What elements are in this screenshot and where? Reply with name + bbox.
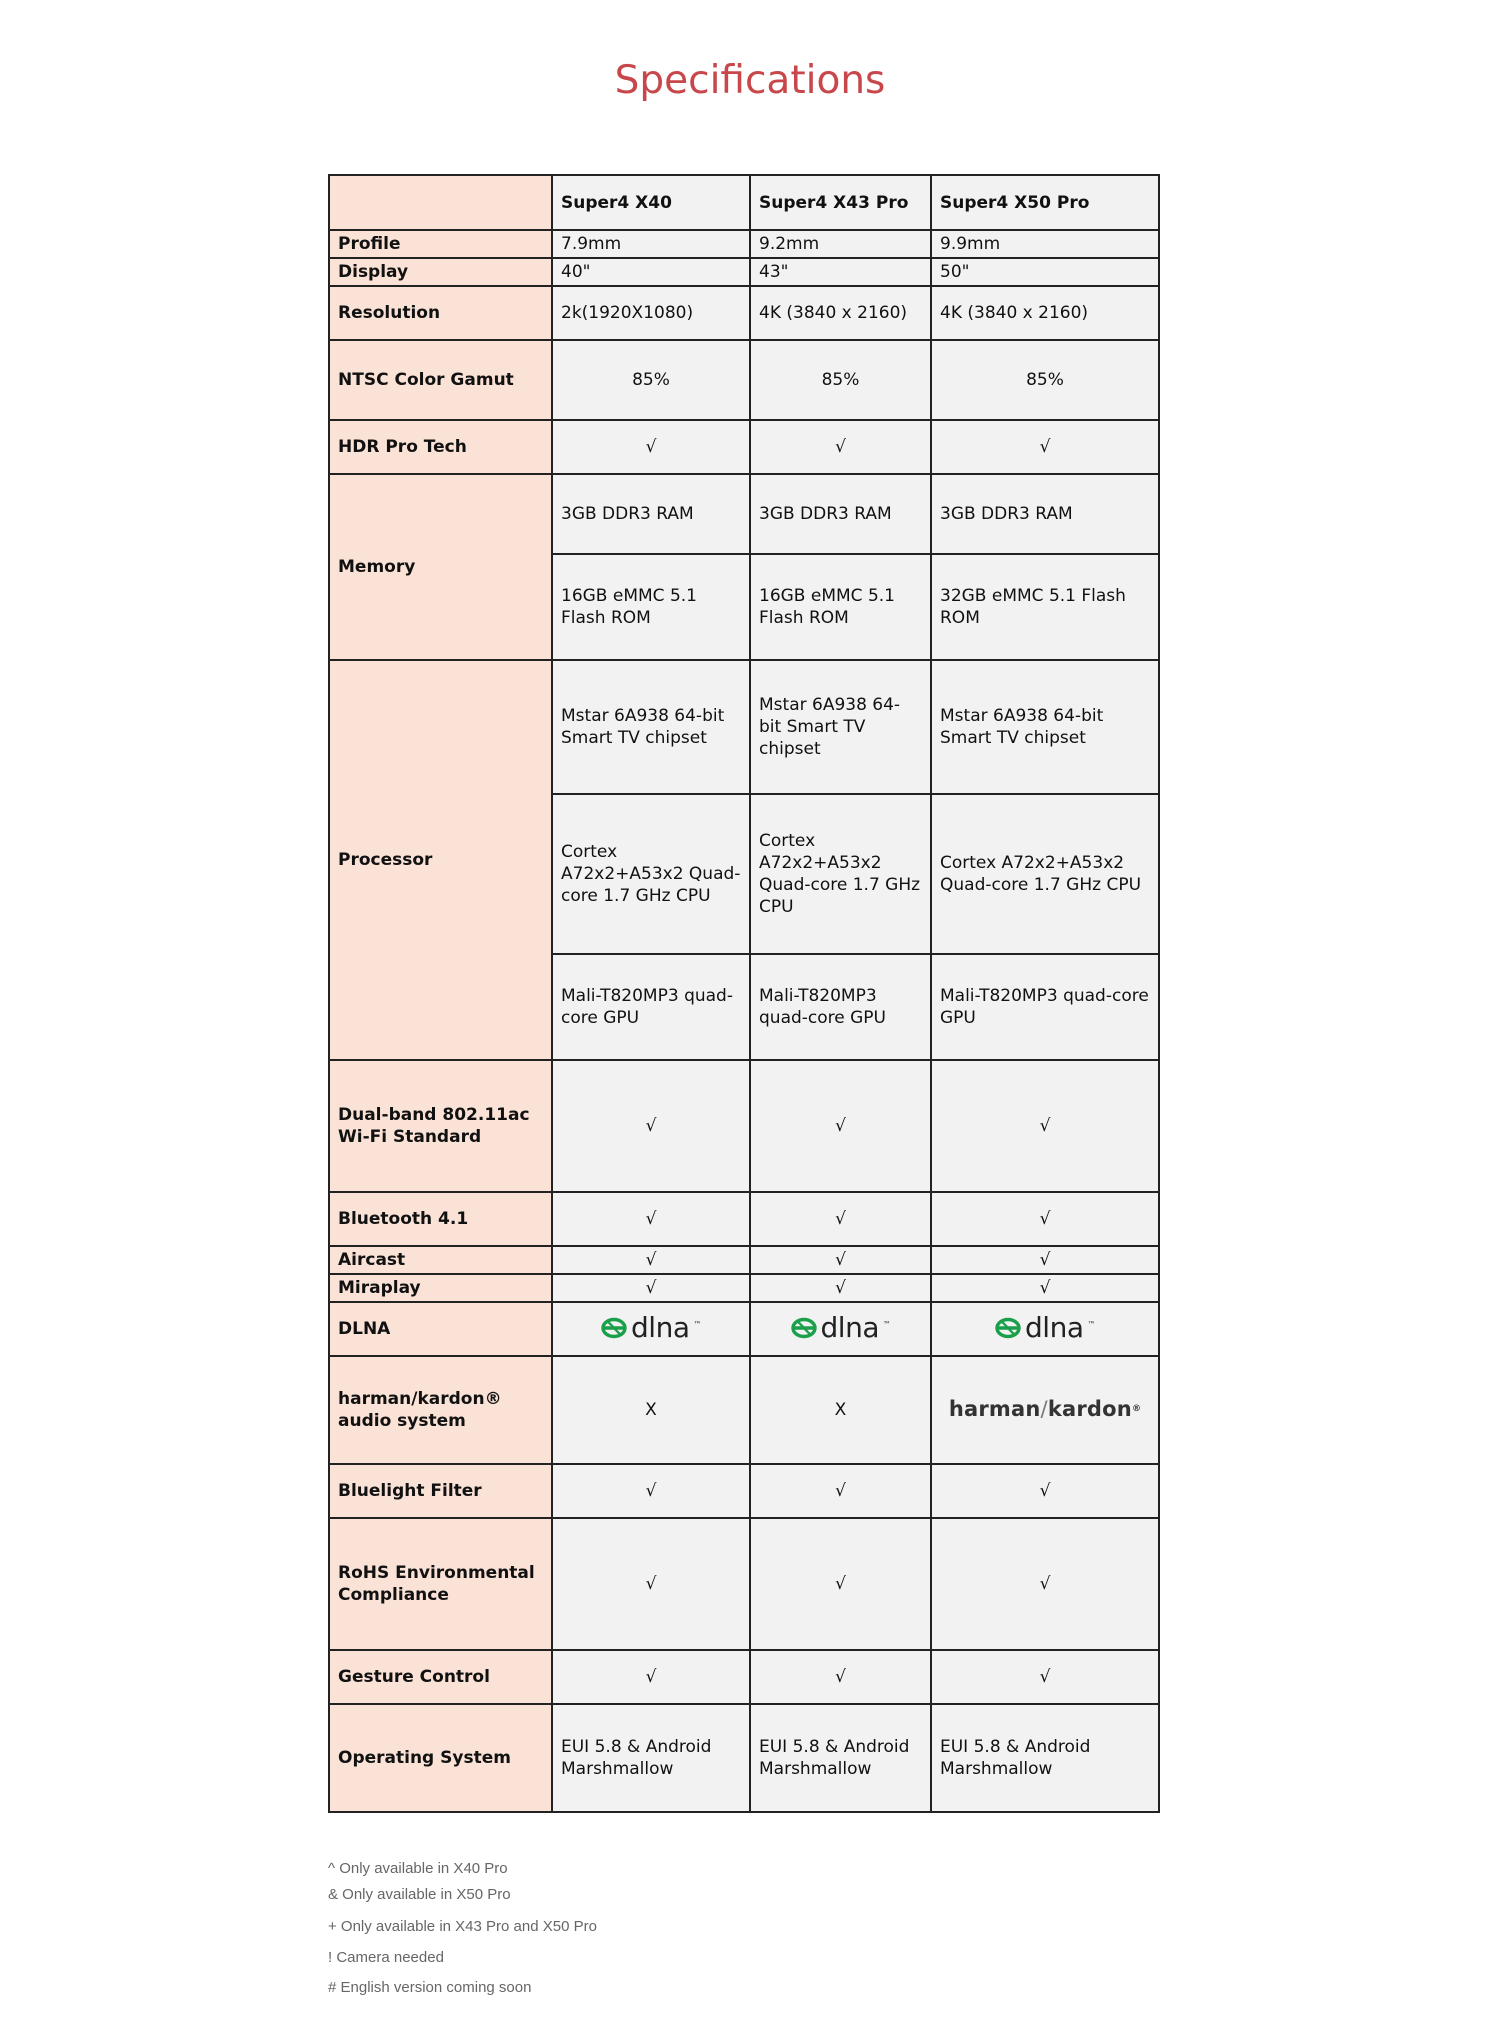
spec-row-hdr <box>329 420 1159 474</box>
dlna-icon <box>791 1317 817 1339</box>
spec-value: X <box>750 1356 931 1464</box>
check-mark: √ <box>552 1274 750 1302</box>
spec-value: 9.9mm <box>931 230 1159 258</box>
check-mark: √ <box>750 1192 931 1246</box>
check-mark: √ <box>552 1464 750 1518</box>
spec-value: 3GB DDR3 RAM <box>750 474 931 554</box>
footnote: + Only available in X43 Pro and X50 Pro <box>328 1918 597 1935</box>
spec-value: Mali-T820MP3 quad-core GPU <box>750 954 931 1060</box>
column-header: Super4 X43 Pro <box>750 175 931 230</box>
harman-kardon-logo: harman/kardon® <box>948 1397 1142 1421</box>
header-empty-cell <box>329 175 552 230</box>
check-mark: √ <box>931 1464 1159 1518</box>
spec-value: Mali-T820MP3 quad-core GPU <box>552 954 750 1060</box>
spec-value: 16GB eMMC 5.1 Flash ROM <box>750 554 931 660</box>
check-mark: √ <box>750 1246 931 1274</box>
check-mark: √ <box>552 420 750 474</box>
spec-row-dlna <box>329 1302 1159 1356</box>
dlna-logo: dlna ™ <box>601 1314 701 1342</box>
footnote: ! Camera needed <box>328 1949 444 1966</box>
row-label: Processor <box>329 660 552 1060</box>
column-header: Super4 X40 <box>552 175 750 230</box>
dlna-logo: dlna ™ <box>995 1314 1095 1342</box>
spec-value: 3GB DDR3 RAM <box>931 474 1159 554</box>
spec-value: EUI 5.8 & Android Marshmallow <box>750 1704 931 1812</box>
spec-value: 40" <box>552 258 750 286</box>
row-label: RoHS Environmental Compliance <box>329 1518 552 1650</box>
check-mark: √ <box>552 1060 750 1192</box>
check-mark: √ <box>750 1274 931 1302</box>
spec-row-display <box>329 258 1159 286</box>
spec-value: 85% <box>931 340 1159 420</box>
check-mark: √ <box>750 420 931 474</box>
spec-value: Mstar 6A938 64-bit Smart TV chipset <box>552 660 750 794</box>
spec-row-resolution <box>329 286 1159 340</box>
row-label: Bluelight Filter <box>329 1464 552 1518</box>
row-label: Memory <box>329 474 552 660</box>
spec-value: 3GB DDR3 RAM <box>552 474 750 554</box>
check-mark: √ <box>552 1192 750 1246</box>
spec-value: Mali-T820MP3 quad-core GPU <box>931 954 1159 1060</box>
check-mark: √ <box>931 1246 1159 1274</box>
check-mark: √ <box>931 1274 1159 1302</box>
spec-row-color-gamut <box>329 340 1159 420</box>
spec-value: 85% <box>552 340 750 420</box>
row-label: Bluetooth 4.1 <box>329 1192 552 1246</box>
dlna-logo-cell <box>750 1302 931 1356</box>
spec-value: 2k(1920X1080) <box>552 286 750 340</box>
check-mark: √ <box>750 1060 931 1192</box>
dlna-logo-text: dlna <box>1025 1310 1084 1344</box>
check-mark: √ <box>931 420 1159 474</box>
spec-row-bluetooth <box>329 1192 1159 1246</box>
header-row <box>329 175 1159 230</box>
row-label: Profile <box>329 230 552 258</box>
spec-value: 50" <box>931 258 1159 286</box>
spec-row-miraplay <box>329 1274 1159 1302</box>
dlna-icon <box>601 1317 627 1339</box>
spec-row-harman-kardon <box>329 1356 1159 1464</box>
row-label: DLNA <box>329 1302 552 1356</box>
page-title: Specifications <box>614 58 886 103</box>
spec-row-rohs <box>329 1518 1159 1650</box>
spec-value: 7.9mm <box>552 230 750 258</box>
row-label: Display <box>329 258 552 286</box>
dlna-icon <box>995 1317 1021 1339</box>
spec-value: Cortex A72x2+A53x2 Quad-core 1.7 GHz CPU <box>552 794 750 954</box>
spec-value: 85% <box>750 340 931 420</box>
spec-table <box>328 174 1160 1813</box>
check-mark: √ <box>750 1464 931 1518</box>
check-mark: √ <box>931 1518 1159 1650</box>
dlna-logo-cell <box>552 1302 750 1356</box>
dlna-logo-cell <box>931 1302 1159 1356</box>
dlna-logo: dlna ™ <box>791 1314 891 1342</box>
spec-value: 4K (3840 x 2160) <box>750 286 931 340</box>
row-label: Gesture Control <box>329 1650 552 1704</box>
row-label: NTSC Color Gamut <box>329 340 552 420</box>
spec-row-gesture <box>329 1650 1159 1704</box>
check-mark: √ <box>931 1060 1159 1192</box>
column-header: Super4 X50 Pro <box>931 175 1159 230</box>
check-mark: √ <box>750 1518 931 1650</box>
row-label: HDR Pro Tech <box>329 420 552 474</box>
spec-value: 32GB eMMC 5.1 Flash ROM <box>931 554 1159 660</box>
spec-value: 4K (3840 x 2160) <box>931 286 1159 340</box>
spec-row-bluelight <box>329 1464 1159 1518</box>
spec-value: Mstar 6A938 64-bit Smart TV chipset <box>931 660 1159 794</box>
spec-value: Mstar 6A938 64-bit Smart TV chipset <box>750 660 931 794</box>
spec-row-os <box>329 1704 1159 1812</box>
spec-value: Cortex A72x2+A53x2 Quad-core 1.7 GHz CPU <box>750 794 931 954</box>
row-label: Miraplay <box>329 1274 552 1302</box>
spec-row-profile <box>329 230 1159 258</box>
harman-kardon-logo-cell <box>931 1356 1159 1464</box>
footnote: ^ Only available in X40 Pro <box>328 1860 508 1877</box>
check-mark: √ <box>552 1246 750 1274</box>
check-mark: √ <box>931 1192 1159 1246</box>
spec-value: Cortex A72x2+A53x2 Quad-core 1.7 GHz CPU <box>931 794 1159 954</box>
spec-row-aircast <box>329 1246 1159 1274</box>
spec-value: X <box>552 1356 750 1464</box>
row-label: Dual-band 802.11ac Wi-Fi Standard <box>329 1060 552 1192</box>
footnote: # English version coming soon <box>328 1979 532 1996</box>
row-label: harman/kardon® audio system <box>329 1356 552 1464</box>
row-label: Aircast <box>329 1246 552 1274</box>
spec-value: EUI 5.8 & Android Marshmallow <box>931 1704 1159 1812</box>
spec-row-processor-chipset <box>329 660 1159 794</box>
spec-row-memory-ram <box>329 474 1159 554</box>
spec-value: 16GB eMMC 5.1 Flash ROM <box>552 554 750 660</box>
row-label: Operating System <box>329 1704 552 1812</box>
spec-value: 43" <box>750 258 931 286</box>
row-label: Resolution <box>329 286 552 340</box>
dlna-logo-text: dlna <box>820 1310 879 1344</box>
spec-row-wifi <box>329 1060 1159 1192</box>
spec-value: EUI 5.8 & Android Marshmallow <box>552 1704 750 1812</box>
check-mark: √ <box>931 1650 1159 1704</box>
footnote: & Only available in X50 Pro <box>328 1886 511 1903</box>
check-mark: √ <box>552 1518 750 1650</box>
dlna-logo-text: dlna <box>631 1310 690 1344</box>
spec-value: 9.2mm <box>750 230 931 258</box>
check-mark: √ <box>750 1650 931 1704</box>
check-mark: √ <box>552 1650 750 1704</box>
